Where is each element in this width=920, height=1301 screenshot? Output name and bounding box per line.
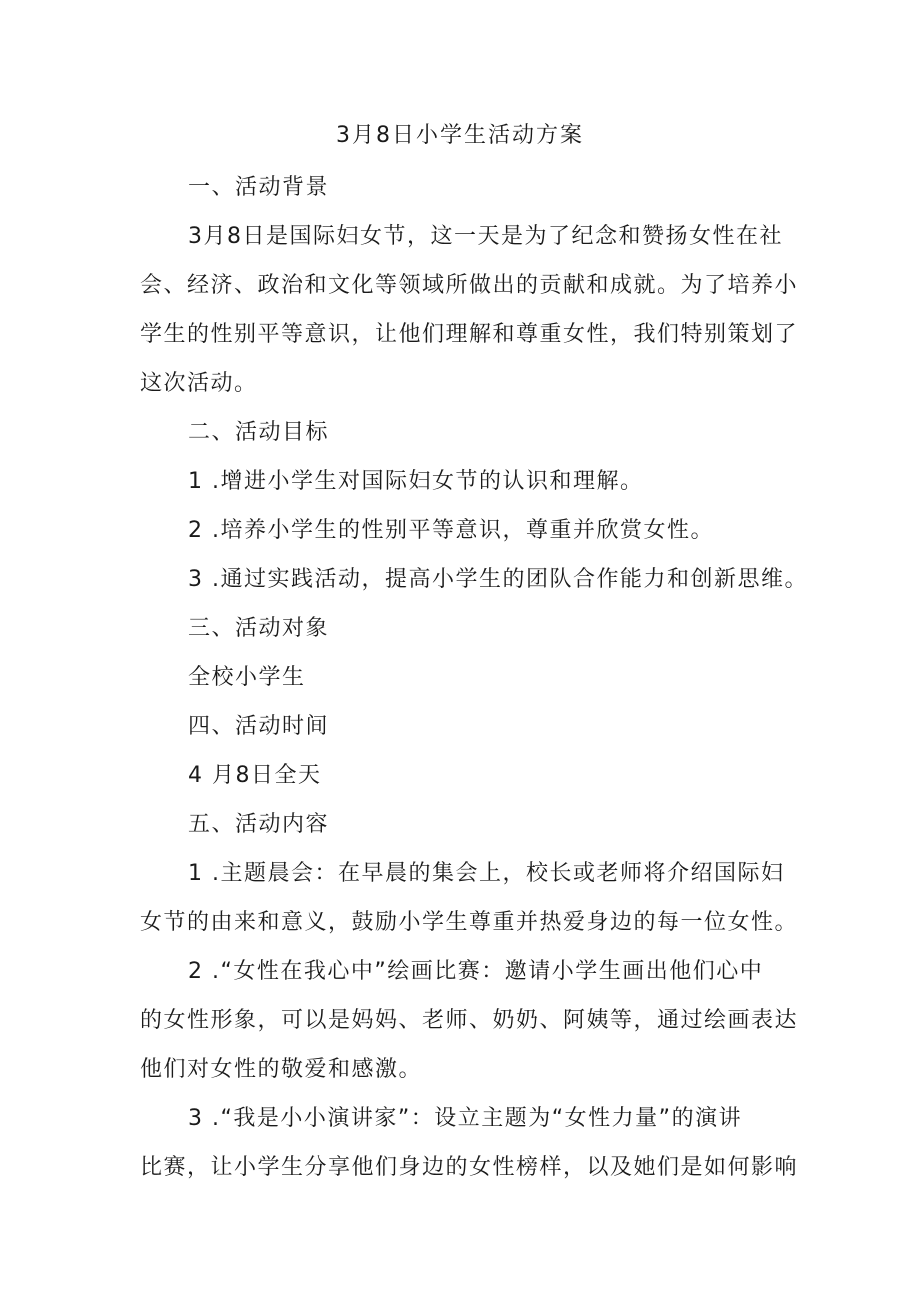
content-item-2-line: 他们对女性的敬爱和感激。: [140, 1057, 423, 1082]
goal-item-2: 2 .培养小学生的性别平等意识，尊重并欣赏女性。: [188, 518, 714, 543]
content-item-1-line: 女节的由来和意义，鼓励小学生尊重并热爱身边的每一位女性。: [140, 910, 799, 935]
paragraph-line: 会、经济、政治和文化等领域所做出的贡献和成就。为了培养小: [140, 273, 799, 298]
section-heading-content: 五、活动内容: [188, 812, 330, 837]
time-text: 4 月8日全天: [188, 763, 322, 788]
paragraph-line: 3月8日是国际妇女节，这一天是为了纪念和赞扬女性在社: [188, 224, 783, 249]
paragraph-line: 学生的性别平等意识，让他们理解和尊重女性，我们特别策划了: [140, 322, 799, 347]
paragraph-line: 这次活动。: [140, 371, 258, 396]
document-title: 3月8日小学生活动方案: [336, 123, 584, 148]
content-item-3-line: 3 .“我是小小演讲家”：设立主题为“女性力量”的演讲: [188, 1106, 743, 1131]
content-item-2-line: 2 .“女性在我心中”绘画比赛：邀请小学生画出他们心中: [188, 959, 764, 984]
section-heading-time: 四、活动时间: [188, 714, 330, 739]
section-heading-background: 一、活动背景: [188, 175, 330, 200]
section-heading-goals: 二、活动目标: [188, 420, 330, 445]
content-item-3-line: 比赛，让小学生分享他们身边的女性榜样，以及她们是如何影响: [140, 1155, 799, 1180]
goal-item-1: 1 .增进小学生对国际妇女节的认识和理解。: [188, 469, 644, 494]
section-heading-audience: 三、活动对象: [188, 616, 330, 641]
audience-text: 全校小学生: [188, 665, 306, 690]
goal-item-3: 3 .通过实践活动，提高小学生的团队合作能力和创新思维。: [188, 567, 808, 592]
content-item-2-line: 的女性形象，可以是妈妈、老师、奶奶、阿姨等，通过绘画表达: [140, 1008, 799, 1033]
content-item-1-line: 1 .主题晨会：在早晨的集会上，校长或老师将介绍国际妇: [188, 861, 785, 886]
